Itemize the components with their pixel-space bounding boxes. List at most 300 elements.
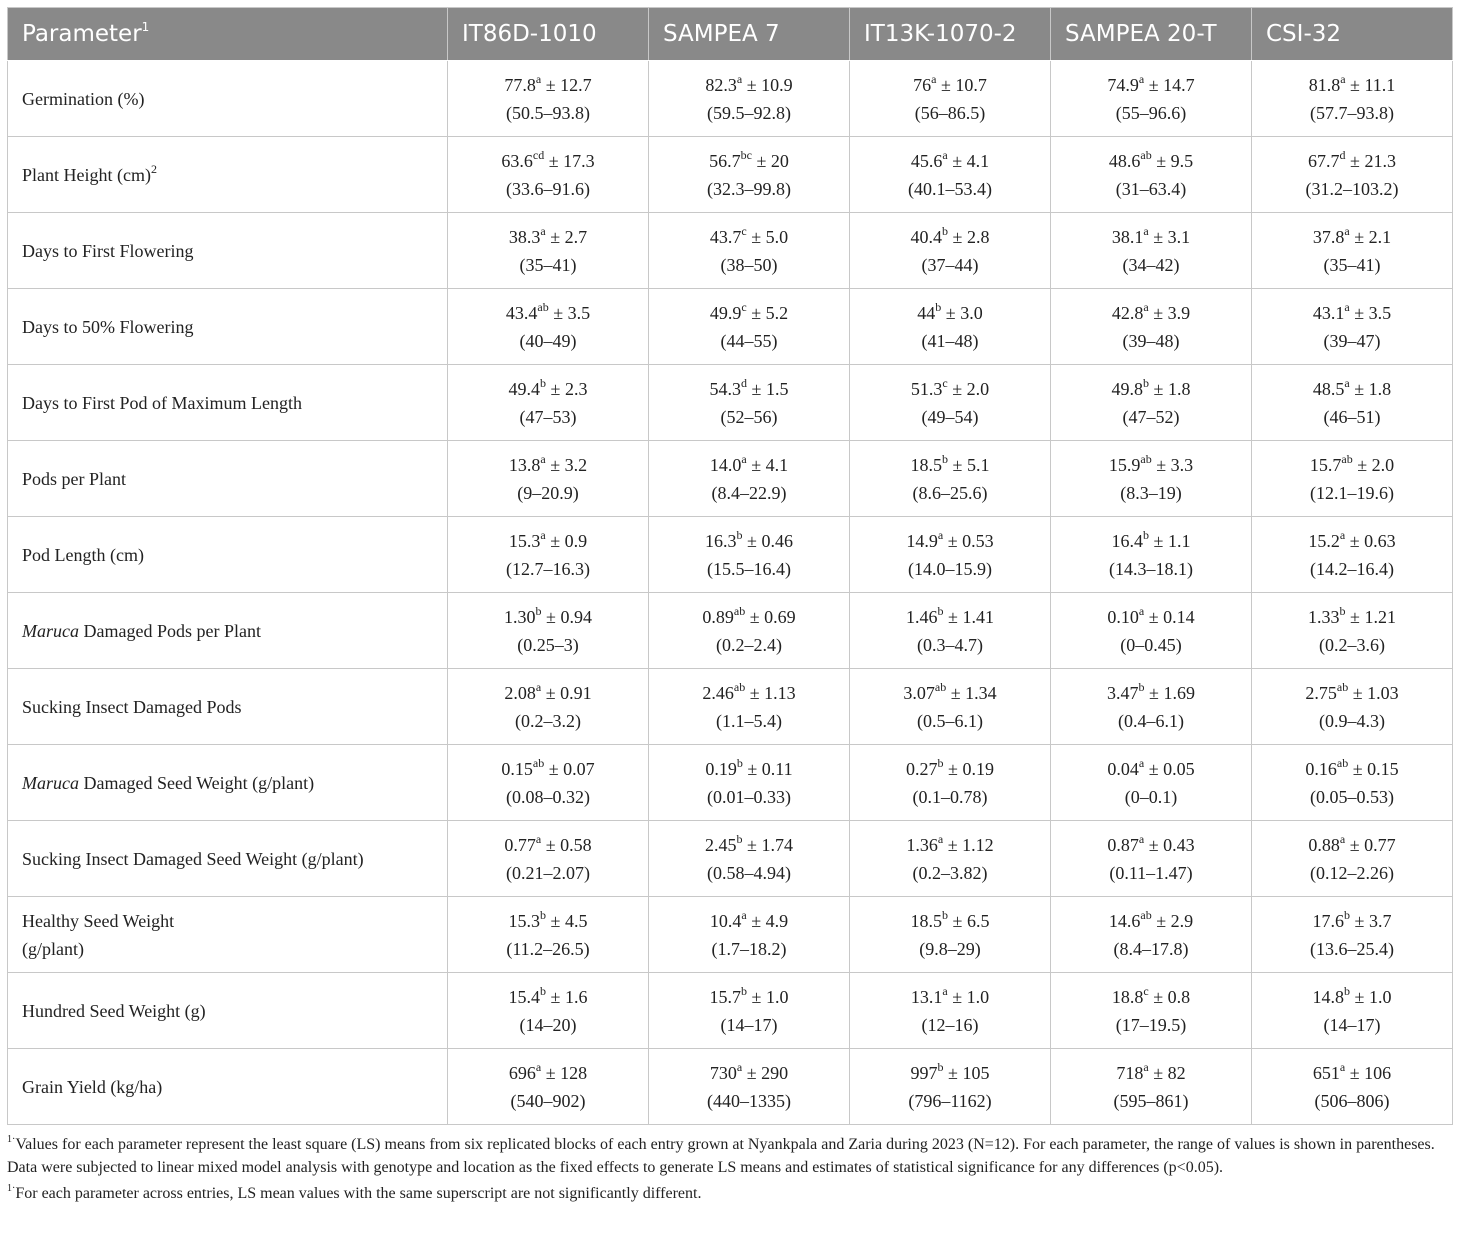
plus-minus: ± (742, 530, 762, 551)
range-value: (47–53) (519, 406, 577, 427)
table-row (8, 137, 1453, 213)
significance-letter: b (540, 375, 547, 390)
plus-minus: ± (1345, 606, 1365, 627)
table-row (8, 745, 1453, 821)
sd-value: 290 (761, 1062, 789, 1083)
plus-minus: ± (545, 530, 565, 551)
parameter-label-line2: (g/plant) (22, 938, 84, 959)
significance-letter: a (942, 983, 948, 998)
mean-sd-line (448, 603, 648, 631)
mean-value: 14.8 (1312, 986, 1345, 1007)
sd-value: 0.46 (761, 530, 793, 551)
plus-minus: ± (546, 986, 565, 1007)
parameter-label: Days to First Flowering (22, 240, 194, 261)
sd-value: 3.0 (960, 302, 983, 323)
range-value: (31.2–103.2) (1305, 178, 1399, 199)
table-row (8, 821, 1453, 897)
sd-value: 3.5 (1368, 302, 1392, 323)
parameter-label: Days to First Pod of Maximum Length (22, 392, 302, 413)
mean-value: 16.3 (705, 530, 737, 551)
significance-letter: b (937, 755, 944, 770)
range-value: (0.12–2.26) (1310, 862, 1394, 883)
mean-value: 651 (1312, 1062, 1340, 1083)
sd-value: 3.9 (1167, 302, 1191, 323)
mean-value: 0.04 (1107, 758, 1139, 779)
footnotes (7, 1133, 1451, 1205)
significance-letter: a (937, 831, 944, 846)
range-value: (8.4–17.8) (1113, 938, 1189, 959)
range-value: (31–63.4) (1115, 178, 1187, 199)
value-cell (1051, 821, 1252, 897)
value-cell (850, 213, 1051, 289)
significance-letter: ab (934, 679, 947, 694)
mean-sd-line (1252, 907, 1452, 935)
mean-value: 67.7 (1308, 150, 1340, 171)
mean-value: 0.27 (906, 758, 938, 779)
significance-letter: c (942, 375, 948, 390)
mean-sd-line (448, 755, 648, 783)
plus-minus: ± (1148, 226, 1168, 247)
value-cell (1252, 517, 1453, 593)
range-value: (8.3–19) (1120, 482, 1182, 503)
plus-minus: ± (1148, 1062, 1168, 1083)
parameter-label: Pod Length (cm) (22, 544, 144, 565)
plus-minus: ± (747, 378, 766, 399)
value-cell (448, 669, 649, 745)
value-cell (850, 821, 1051, 897)
plus-minus: ± (742, 758, 762, 779)
sd-value: 1.8 (1368, 378, 1392, 399)
significance-letter: a (736, 1059, 743, 1074)
parameter-cell (8, 897, 448, 973)
significance-letter: ab (1140, 451, 1152, 466)
significance-letter: ab (1336, 679, 1349, 694)
significance-letter: b (540, 907, 547, 922)
header-entry: SAMPEA 20-T (1051, 8, 1252, 61)
sd-value: 0.43 (1163, 834, 1195, 855)
plus-minus: ± (1350, 986, 1369, 1007)
value-cell (649, 1049, 850, 1125)
value-cell (1051, 365, 1252, 441)
range-value: (0.9–4.3) (1319, 710, 1385, 731)
sd-value: 1.0 (1368, 986, 1392, 1007)
value-cell (448, 289, 649, 365)
parameter-label: Pods per Plant (22, 468, 127, 489)
range-value: (38–50) (720, 254, 778, 275)
mean-sd-line (1252, 831, 1452, 859)
table-row (8, 669, 1453, 745)
parameter-cell (8, 745, 448, 821)
mean-sd-line (1252, 299, 1452, 327)
plus-minus: ± (941, 302, 961, 323)
value-cell (649, 593, 850, 669)
significance-letter: a (540, 527, 546, 542)
parameter-italic: Maruca (22, 620, 79, 641)
parameter-cell (8, 669, 448, 745)
mean-value: 2.08 (504, 682, 536, 703)
table-row (8, 1049, 1453, 1125)
sd-value: 2.3 (564, 378, 588, 399)
value-cell (448, 1049, 649, 1125)
plus-minus: ± (1144, 834, 1164, 855)
value-cell (649, 137, 850, 213)
plus-minus: ± (546, 378, 565, 399)
significance-letter: d (1339, 147, 1346, 162)
mean-sd-line (1252, 603, 1452, 631)
mean-value: 1.46 (906, 606, 938, 627)
sd-value: 0.58 (560, 834, 592, 855)
value-cell (1252, 61, 1453, 137)
mean-value: 54.3 (709, 378, 742, 399)
value-cell (1252, 593, 1453, 669)
parameter-sup: 2 (150, 161, 157, 176)
sd-value: 3.3 (1170, 454, 1194, 475)
sd-value: 2.8 (966, 226, 990, 247)
mean-sd-line (649, 907, 849, 935)
header-entry: IT13K-1070-2 (850, 8, 1051, 61)
plus-minus: ± (745, 606, 765, 627)
mean-value: 51.3 (910, 378, 943, 399)
range-value: (506–806) (1314, 1090, 1390, 1111)
mean-value: 1.33 (1308, 606, 1340, 627)
plus-minus: ± (1349, 378, 1369, 399)
parameter-cell (8, 517, 448, 593)
significance-letter: ab (1341, 451, 1353, 466)
plus-minus: ± (541, 682, 561, 703)
parameter-cell (8, 973, 448, 1049)
value-cell (1252, 973, 1453, 1049)
mean-value: 0.19 (705, 758, 737, 779)
sd-value: 2.9 (1170, 910, 1194, 931)
mean-value: 15.3 (508, 910, 541, 931)
table-row (8, 973, 1453, 1049)
range-value: (1.7–18.2) (711, 938, 787, 959)
mean-sd-line (1252, 147, 1452, 175)
value-cell (850, 61, 1051, 137)
value-cell (448, 137, 649, 213)
parameter-cell (8, 1049, 448, 1125)
mean-sd-line (1252, 1059, 1452, 1087)
mean-value: 18.5 (910, 910, 943, 931)
value-cell (448, 593, 649, 669)
table-row (8, 593, 1453, 669)
range-value: (52–56) (720, 406, 778, 427)
mean-value: 2.75 (1305, 682, 1337, 703)
significance-letter: b (736, 831, 743, 846)
mean-sd-line (1252, 375, 1452, 403)
mean-value: 63.6 (501, 150, 533, 171)
mean-sd-line (649, 679, 849, 707)
sd-value: 1.13 (764, 682, 796, 703)
range-value: (35–41) (1323, 254, 1381, 275)
range-value: (56–86.5) (914, 102, 986, 123)
range-value: (0–0.45) (1120, 634, 1182, 655)
plus-minus: ± (948, 226, 967, 247)
parameter-cell (8, 365, 448, 441)
table-row (8, 517, 1453, 593)
sd-value: 6.5 (966, 910, 990, 931)
plus-minus: ± (943, 1062, 963, 1083)
range-value: (0.58–4.94) (707, 862, 791, 883)
significance-letter: b (942, 451, 949, 466)
header-parameter-sup: 1 (141, 20, 150, 35)
mean-value: 15.2 (1308, 530, 1340, 551)
mean-sd-line (850, 1059, 1050, 1087)
sd-value: 1.5 (765, 378, 789, 399)
mean-value: 48.5 (1312, 378, 1345, 399)
parameter-cell (8, 213, 448, 289)
mean-sd-line (1252, 527, 1452, 555)
range-value: (440–1335) (707, 1090, 791, 1111)
significance-letter: a (741, 907, 747, 922)
sd-value: 0.69 (764, 606, 796, 627)
plus-minus: ± (742, 1062, 762, 1083)
table-row (8, 897, 1453, 973)
sd-value: 12.7 (560, 74, 592, 95)
value-cell (448, 973, 649, 1049)
parameter-label: Germination (%) (22, 88, 145, 109)
mean-sd-line (448, 679, 648, 707)
parameter-label: Healthy Seed Weight (22, 910, 175, 931)
value-cell (850, 289, 1051, 365)
mean-sd-line (1051, 527, 1251, 555)
mean-sd-line (850, 755, 1050, 783)
value-cell (850, 365, 1051, 441)
significance-letter: a (1339, 527, 1346, 542)
range-value: (8.4–22.9) (711, 482, 787, 503)
mean-sd-line (649, 831, 849, 859)
value-cell (1252, 897, 1453, 973)
sd-value: 105 (962, 1062, 990, 1083)
value-cell (1051, 517, 1252, 593)
range-value: (0.2–3.2) (515, 710, 581, 731)
plus-minus: ± (1149, 378, 1168, 399)
significance-letter: b (741, 983, 748, 998)
significance-letter: a (1143, 299, 1149, 314)
plus-minus: ± (1348, 758, 1368, 779)
plus-minus: ± (746, 226, 766, 247)
value-cell (1252, 365, 1453, 441)
plus-minus: ± (948, 910, 967, 931)
mean-sd-line (1252, 223, 1452, 251)
plus-minus: ± (746, 910, 766, 931)
plus-minus: ± (1349, 302, 1369, 323)
mean-value: 15.3 (508, 530, 541, 551)
plus-minus: ± (947, 986, 967, 1007)
mean-sd-line (1252, 983, 1452, 1011)
mean-sd-line (649, 527, 849, 555)
range-value: (0.3–4.7) (917, 634, 983, 655)
range-value: (0.25–3) (517, 634, 579, 655)
mean-value: 44 (917, 302, 936, 323)
mean-sd-line (448, 1059, 648, 1087)
mean-value: 38.1 (1111, 226, 1144, 247)
mean-sd-line (1051, 1059, 1251, 1087)
value-cell (448, 61, 649, 137)
value-cell (1051, 213, 1252, 289)
value-cell (1051, 441, 1252, 517)
significance-letter: b (1344, 983, 1351, 998)
range-value: (0.1–0.78) (912, 786, 988, 807)
significance-letter: b (736, 755, 743, 770)
range-value: (47–52) (1122, 406, 1180, 427)
mean-value: 15.7 (1309, 454, 1342, 475)
significance-letter: a (535, 71, 542, 86)
mean-value: 730 (709, 1062, 737, 1083)
plus-minus: ± (541, 1062, 561, 1083)
mean-value: 3.07 (903, 682, 935, 703)
range-value: (14–20) (519, 1014, 577, 1035)
mean-sd-line (448, 147, 648, 175)
plus-minus: ± (1345, 74, 1365, 95)
range-value: (595–861) (1113, 1090, 1189, 1111)
plus-minus: ± (745, 682, 765, 703)
parameter-label: Days to 50% Flowering (22, 316, 194, 337)
mean-sd-line (1051, 907, 1251, 935)
significance-letter: a (741, 451, 747, 466)
range-value: (46–51) (1323, 406, 1381, 427)
significance-letter: a (1344, 223, 1350, 238)
significance-letter: a (535, 831, 542, 846)
sd-value: 9.5 (1170, 150, 1194, 171)
sd-value: 10.7 (955, 74, 987, 95)
plus-minus: ± (1349, 226, 1369, 247)
sd-value: 0.05 (1163, 758, 1195, 779)
mean-sd-line (1051, 983, 1251, 1011)
mean-value: 0.16 (1305, 758, 1337, 779)
header-parameter: Parameter$^1$ (8, 8, 448, 61)
mean-value: 77.8 (504, 74, 536, 95)
sd-value: 1.21 (1364, 606, 1396, 627)
range-value: (34–42) (1122, 254, 1180, 275)
mean-value: 56.7 (709, 150, 741, 171)
value-cell (649, 821, 850, 897)
significance-letter: a (535, 1059, 542, 1074)
mean-sd-line (448, 907, 648, 935)
range-value: (0–0.1) (1124, 786, 1178, 807)
parameter-cell (8, 61, 448, 137)
mean-sd-line (1051, 147, 1251, 175)
table-row (8, 441, 1453, 517)
value-cell (448, 213, 649, 289)
plus-minus: ± (1348, 682, 1368, 703)
mean-sd-line (649, 755, 849, 783)
plus-minus: ± (1144, 758, 1164, 779)
mean-sd-line (850, 451, 1050, 479)
value-cell (649, 669, 850, 745)
sd-value: 20 (770, 150, 789, 171)
table-body (8, 61, 1453, 1125)
value-cell (649, 745, 850, 821)
parameter-label: Sucking Insect Damaged Pods (22, 696, 242, 717)
plus-minus: ± (1144, 74, 1164, 95)
range-value: (40.1–53.4) (908, 178, 992, 199)
sd-value: 3.5 (567, 302, 591, 323)
mean-value: 718 (1116, 1062, 1144, 1083)
parameter-cell (8, 137, 448, 213)
significance-letter: a (1344, 375, 1350, 390)
significance-letter: a (1344, 299, 1350, 314)
range-value: (55–96.6) (1115, 102, 1187, 123)
mean-value: 997 (910, 1062, 938, 1083)
value-cell (649, 289, 850, 365)
sd-value: 1.69 (1163, 682, 1195, 703)
significance-letter: a (1138, 831, 1145, 846)
mean-value: 17.6 (1312, 910, 1345, 931)
mean-sd-line (850, 831, 1050, 859)
mean-value: 45.6 (910, 150, 943, 171)
mean-sd-line (1252, 451, 1452, 479)
parameter-label: Plant Height (cm) (22, 164, 151, 185)
sd-value: 0.63 (1364, 530, 1396, 551)
sd-value: 3.7 (1368, 910, 1392, 931)
sd-value: 0.14 (1163, 606, 1195, 627)
plus-minus: ± (1144, 682, 1164, 703)
significance-letter: b (535, 603, 542, 618)
mean-value: 696 (508, 1062, 536, 1083)
header-row (8, 8, 1453, 61)
range-value: (32.3–99.8) (707, 178, 791, 199)
value-cell (1252, 137, 1453, 213)
header-entry: IT86D-1010 (448, 8, 649, 61)
header-entry: CSI-32 (1252, 8, 1453, 61)
range-value: (37–44) (921, 254, 979, 275)
plus-minus: ± (747, 986, 766, 1007)
sd-value: 0.94 (560, 606, 592, 627)
value-cell (1051, 1049, 1252, 1125)
plus-minus: ± (742, 834, 762, 855)
range-value: (0.5–6.1) (917, 710, 983, 731)
sd-value: 1.8 (1167, 378, 1191, 399)
range-value: (15.5–16.4) (707, 558, 791, 579)
plus-minus: ± (948, 454, 967, 475)
mean-sd-line (649, 983, 849, 1011)
value-cell (1051, 593, 1252, 669)
mean-value: 81.8 (1308, 74, 1341, 95)
mean-sd-line (649, 71, 849, 99)
mean-value: 14.6 (1108, 910, 1141, 931)
mean-value: 37.8 (1312, 226, 1345, 247)
sd-value: 4.1 (765, 454, 789, 475)
value-cell (1051, 61, 1252, 137)
plus-minus: ± (936, 74, 956, 95)
significance-letter: b (942, 223, 949, 238)
sd-value: 3.2 (564, 454, 588, 475)
mean-value: 43.7 (709, 226, 742, 247)
parameter-label: Grain Yield (kg/ha) (22, 1076, 163, 1097)
mean-value: 0.15 (501, 758, 533, 779)
mean-sd-line (850, 375, 1050, 403)
significance-letter: a (1143, 223, 1149, 238)
mean-value: 13.1 (910, 986, 943, 1007)
range-value: (14.3–18.1) (1109, 558, 1193, 579)
value-cell (850, 669, 1051, 745)
value-cell (448, 745, 649, 821)
value-cell (649, 61, 850, 137)
mean-sd-line (1051, 831, 1251, 859)
mean-sd-line (448, 375, 648, 403)
plus-minus: ± (1345, 530, 1365, 551)
mean-value: 0.88 (1308, 834, 1340, 855)
header-entry: SAMPEA 7 (649, 8, 850, 61)
range-value: (33.6–91.6) (506, 178, 590, 199)
range-value: (12.7–16.3) (506, 558, 590, 579)
mean-sd-line (649, 147, 849, 175)
mean-value: 49.4 (508, 378, 541, 399)
mean-sd-line (850, 603, 1050, 631)
value-cell (448, 821, 649, 897)
range-value: (540–902) (510, 1090, 586, 1111)
